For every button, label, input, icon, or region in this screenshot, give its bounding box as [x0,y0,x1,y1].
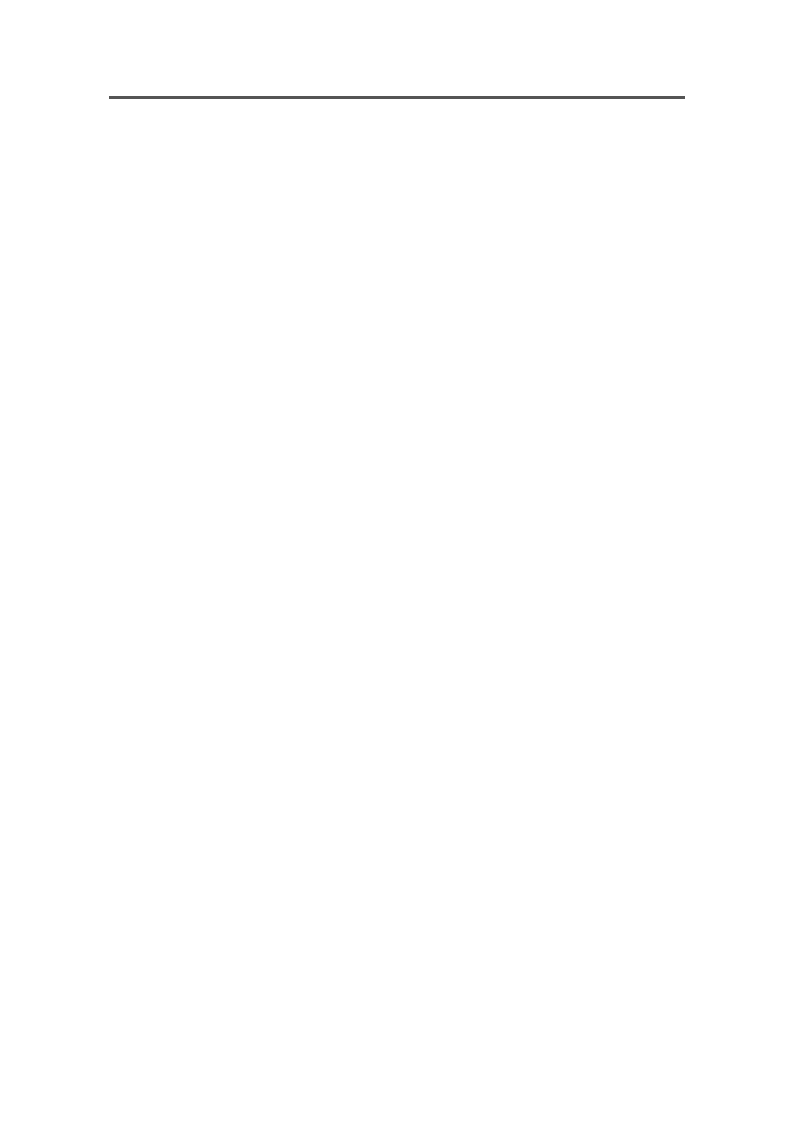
vocabulary-table [109,96,685,99]
table-row-bottom [109,97,685,99]
